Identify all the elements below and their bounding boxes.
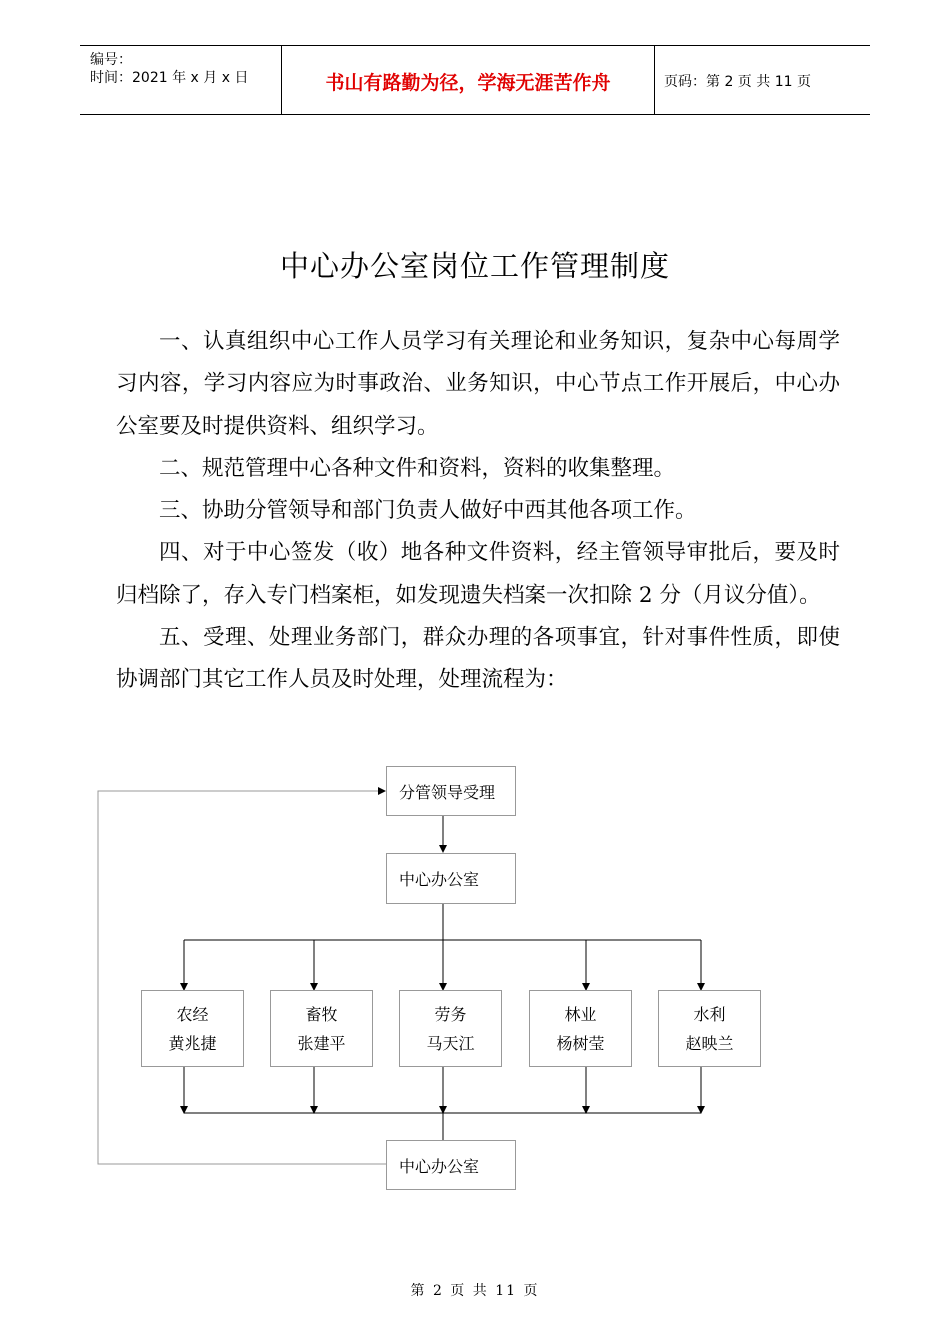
dept-name: 水利	[693, 1004, 726, 1024]
page-header	[80, 45, 870, 115]
dept-person: 马天江	[426, 1033, 475, 1053]
header-meta	[90, 51, 248, 87]
box-dept-4	[529, 990, 632, 1067]
box-center-office	[386, 853, 516, 904]
header-page-info: 页码：第 2 页 共 11 页	[664, 74, 811, 90]
page-footer: 第 2 页 共 11 页	[410, 1283, 540, 1299]
feedback-loop-arrow	[98, 791, 386, 1164]
box-center-office-final	[386, 1140, 516, 1190]
box-leader-accept-label: 分管领导受理	[399, 782, 496, 802]
dept-person: 杨树莹	[556, 1033, 605, 1053]
box-dept-5	[658, 990, 761, 1067]
box-dept-2	[270, 990, 373, 1067]
flowchart-connectors	[0, 760, 950, 1200]
paragraph-1: 一、认真组织中心工作人员学习有关理论和业务知识，复杂中心每周学习内容，学习内容应为时事政治、业务知识，中心节点工作开展后，中心办公室要及时提供资料、组织学习。	[116, 329, 840, 439]
document-title: 中心办公室岗位工作管理制度	[279, 249, 670, 283]
dept-name: 农经	[176, 1004, 209, 1024]
box-dept-3	[399, 990, 502, 1067]
header-motto: 书山有路勤为径，学海无涯苦作舟	[325, 72, 611, 94]
document-body	[116, 321, 840, 702]
box-leader-accept	[386, 766, 516, 816]
dept-person: 张建平	[297, 1033, 346, 1053]
paragraph-4: 四、对于中心签发（收）地各种文件资料，经主管领导审批后，要及时归档除了，存入专门档案柜，如发现遗失档案一次扣除 2 分（月议分值）。	[116, 540, 840, 608]
header-divider	[654, 46, 655, 114]
box-center-office-final-label: 中心办公室	[399, 1156, 480, 1176]
time-label: 时间：2021 年 x 月 x 日	[90, 70, 249, 86]
dept-person: 赵映兰	[685, 1033, 734, 1053]
box-dept-1	[141, 990, 244, 1067]
dept-name: 畜牧	[305, 1004, 338, 1024]
process-flowchart	[0, 760, 950, 1200]
dept-person: 黄兆捷	[168, 1033, 217, 1053]
paragraph-5: 五、受理、处理业务部门，群众办理的各项事宜，针对事件性质，即使协调部门其它工作人员及时处理，处理流程为：	[116, 625, 840, 693]
paragraph-2: 二、规范管理中心各种文件和资料，资料的收集整理。	[159, 455, 676, 481]
paragraph-3: 三、协助分管领导和部门负责人做好中西其他各项工作。	[159, 498, 697, 524]
dept-name: 劳务	[434, 1004, 467, 1024]
number-label: 编号：	[90, 52, 132, 68]
box-center-office-label: 中心办公室	[399, 870, 480, 889]
dept-name: 林业	[564, 1004, 597, 1024]
